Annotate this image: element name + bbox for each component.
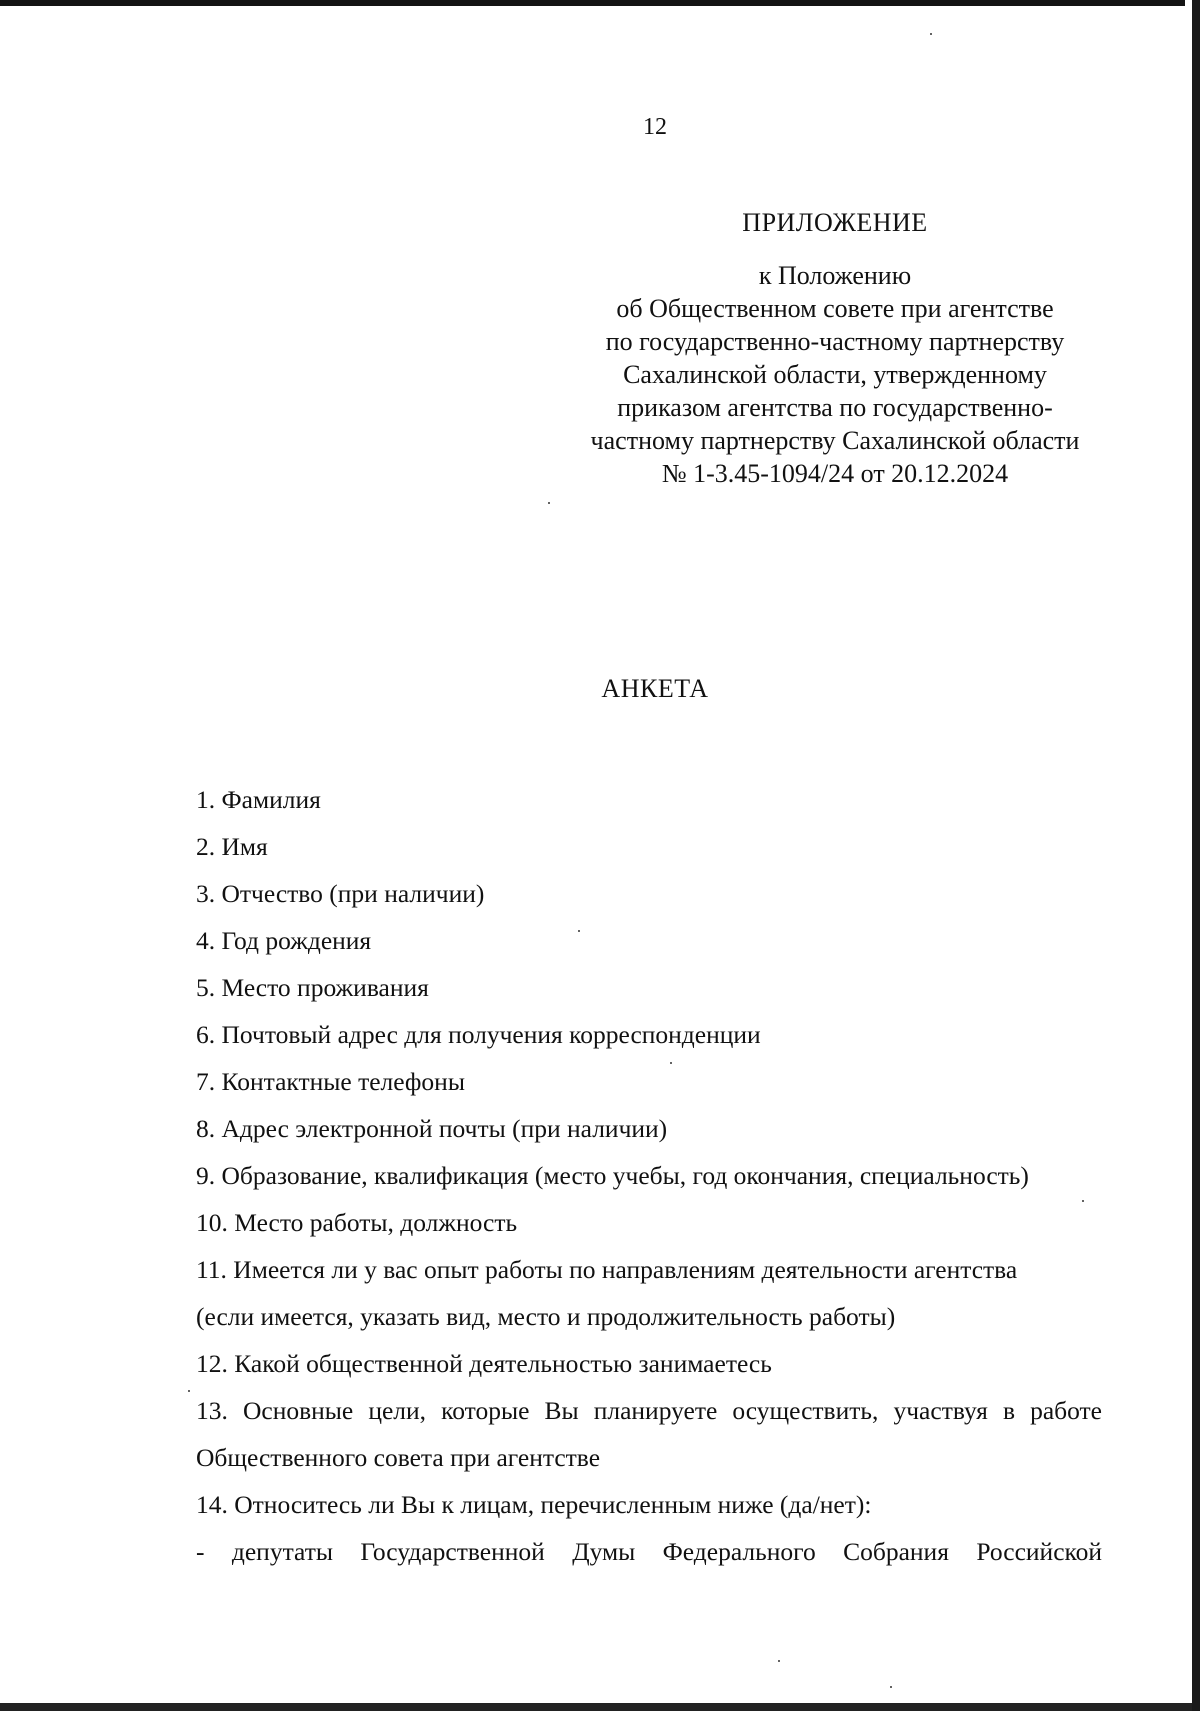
question-line: (если имеется, указать вид, место и продолжительность работы) [196, 1302, 896, 1331]
question-line: 4. Год рождения [196, 926, 372, 955]
question-line: 9. Образование, квалификация (место учебы, год окончания, специальность) [196, 1161, 1029, 1190]
scan-edge-right [1192, 0, 1200, 1711]
question-line: 3. Отчество (при наличии) [196, 879, 485, 908]
scan-edge-bottom [0, 1703, 1200, 1711]
scan-speck [778, 1660, 780, 1662]
questionnaire-list [196, 782, 1102, 1581]
appendix-block [560, 206, 1110, 490]
appendix-title: ПРИЛОЖЕНИЕ [742, 208, 928, 237]
scan-speck [890, 1686, 892, 1688]
question-line: 6. Почтовый адрес для получения корреспонденции [196, 1020, 761, 1049]
question-line: 13. Основные цели, которые Вы планируете осуществить, участвуя в работе [196, 1396, 1102, 1425]
question-line: - депутаты Государственной Думы Федерального Собрания Российской [196, 1537, 1102, 1566]
form-title: АНКЕТА [601, 674, 709, 703]
question-line: 5. Место проживания [196, 973, 429, 1002]
question-line: 2. Имя [196, 832, 268, 861]
question-line: 12. Какой общественной деятельностью занимаетесь [196, 1349, 772, 1378]
appendix-line: об Общественном совете при агентстве [616, 294, 1054, 323]
question-line: 11. Имеется ли у вас опыт работы по направлениям деятельности агентства [196, 1255, 1018, 1284]
question-line: Общественного совета при агентстве [196, 1443, 601, 1472]
appendix-line: № 1-3.45-1094/24 от 20.12.2024 [661, 459, 1009, 488]
scan-speck [548, 502, 550, 504]
appendix-line: Сахалинской области, утвержденному [623, 360, 1047, 389]
appendix-line: приказом агентства по государственно- [617, 393, 1053, 422]
question-line: 7. Контактные телефоны [196, 1067, 465, 1096]
page-number: 12 [643, 114, 667, 140]
scan-edge-top [0, 0, 1185, 6]
question-line: 10. Место работы, должность [196, 1208, 518, 1237]
question-line: 8. Адрес электронной почты (при наличии) [196, 1114, 668, 1143]
question-line: 1. Фамилия [196, 785, 321, 814]
appendix-line: по государственно-частному партнерству [605, 327, 1065, 356]
scan-speck [930, 33, 932, 35]
appendix-line: частному партнерству Сахалинской области [590, 426, 1080, 455]
question-line: 14. Относитесь ли Вы к лицам, перечисленным ниже (да/нет): [196, 1490, 872, 1519]
appendix-line: к Положению [758, 261, 912, 290]
scan-speck [188, 1390, 190, 1392]
